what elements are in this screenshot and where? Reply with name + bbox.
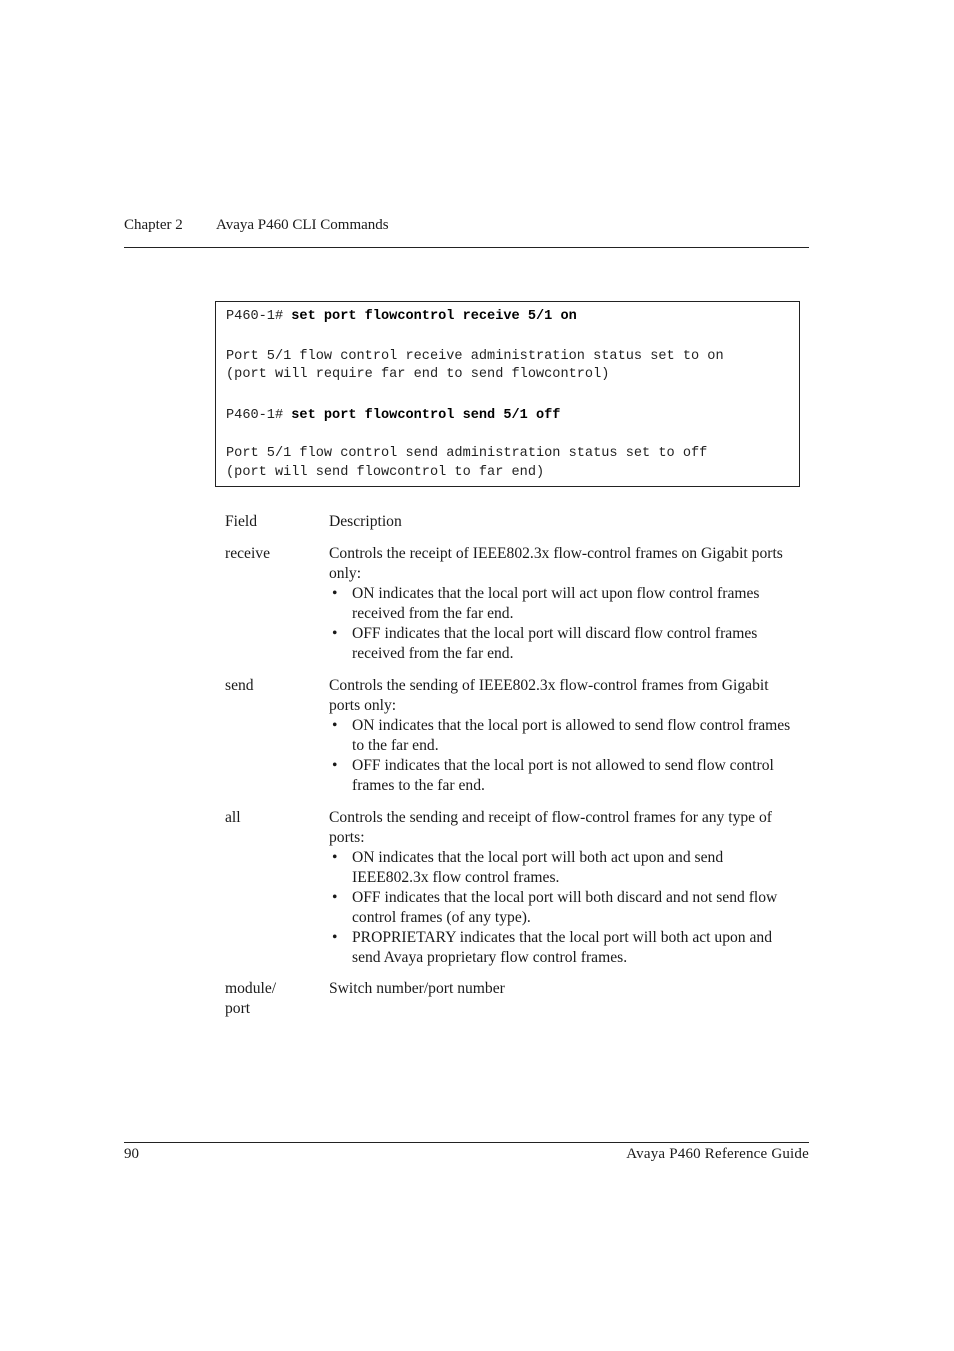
bullet-list bbox=[329, 584, 801, 664]
bullet-item: • ON indicates that the local port is allowed to send flow control frames to the far end. bbox=[329, 716, 801, 756]
cli-example-box bbox=[215, 301, 800, 487]
output-line: Port 5/1 flow control send administration status set to off bbox=[226, 446, 708, 461]
command: set port flowcontrol receive 5/1 on bbox=[291, 309, 577, 324]
prompt: P460-1# bbox=[226, 408, 292, 423]
description-text: Switch number/port number bbox=[329, 980, 505, 997]
field-name: receive bbox=[225, 545, 271, 562]
field-description bbox=[329, 808, 801, 968]
column-header-field: Field bbox=[225, 513, 258, 530]
command-line-1 bbox=[226, 307, 577, 326]
field-name: all bbox=[225, 809, 241, 826]
page-number: 90 bbox=[124, 1146, 139, 1162]
bullet-list bbox=[329, 848, 801, 968]
bullet-list bbox=[329, 716, 801, 796]
bullet-item: • ON indicates that the local port will act upon flow control frames received from the far end. bbox=[329, 584, 801, 624]
footer-rule bbox=[124, 1142, 809, 1143]
chapter-label: Chapter 2 bbox=[124, 217, 183, 233]
description-text: Controls the receipt of IEEE802.3x flow-control frames on Gigabit ports only: bbox=[329, 545, 783, 582]
description-text: Controls the sending of IEEE802.3x flow-control frames from Gigabit ports only: bbox=[329, 677, 769, 714]
command-line-2 bbox=[226, 406, 560, 425]
bullet-item: • OFF indicates that the local port will both discard and not send flow control frames (of any type). bbox=[329, 888, 801, 928]
bullet-item: • PROPRIETARY indicates that the local port will both act upon and send Avaya proprietary flow control frames. bbox=[329, 928, 801, 968]
chapter-title: Avaya P460 CLI Commands bbox=[216, 217, 389, 233]
field-name: module/ port bbox=[225, 980, 277, 1017]
field-description bbox=[329, 979, 801, 999]
output-line: (port will require far end to send flowcontrol) bbox=[226, 367, 610, 382]
field-name: send bbox=[225, 677, 254, 694]
column-header-description: Description bbox=[329, 513, 402, 530]
header-rule bbox=[124, 247, 809, 248]
field-description bbox=[329, 676, 801, 796]
bullet-item: • ON indicates that the local port will both act upon and send IEEE802.3x flow control frames. bbox=[329, 848, 801, 888]
guide-title: Avaya P460 Reference Guide bbox=[626, 1146, 809, 1162]
command: set port flowcontrol send 5/1 off bbox=[291, 408, 561, 423]
bullet-item: • OFF indicates that the local port is not allowed to send flow control frames to the far end. bbox=[329, 756, 801, 796]
description-text: Controls the sending and receipt of flow-control frames for any type of ports: bbox=[329, 809, 772, 846]
bullet-item: • OFF indicates that the local port will discard flow control frames received from the far end. bbox=[329, 624, 801, 664]
field-description bbox=[329, 544, 801, 664]
output-line: Port 5/1 flow control receive administration status set to on bbox=[226, 349, 724, 364]
output-line: (port will send flowcontrol to far end) bbox=[226, 465, 545, 480]
prompt: P460-1# bbox=[226, 309, 292, 324]
